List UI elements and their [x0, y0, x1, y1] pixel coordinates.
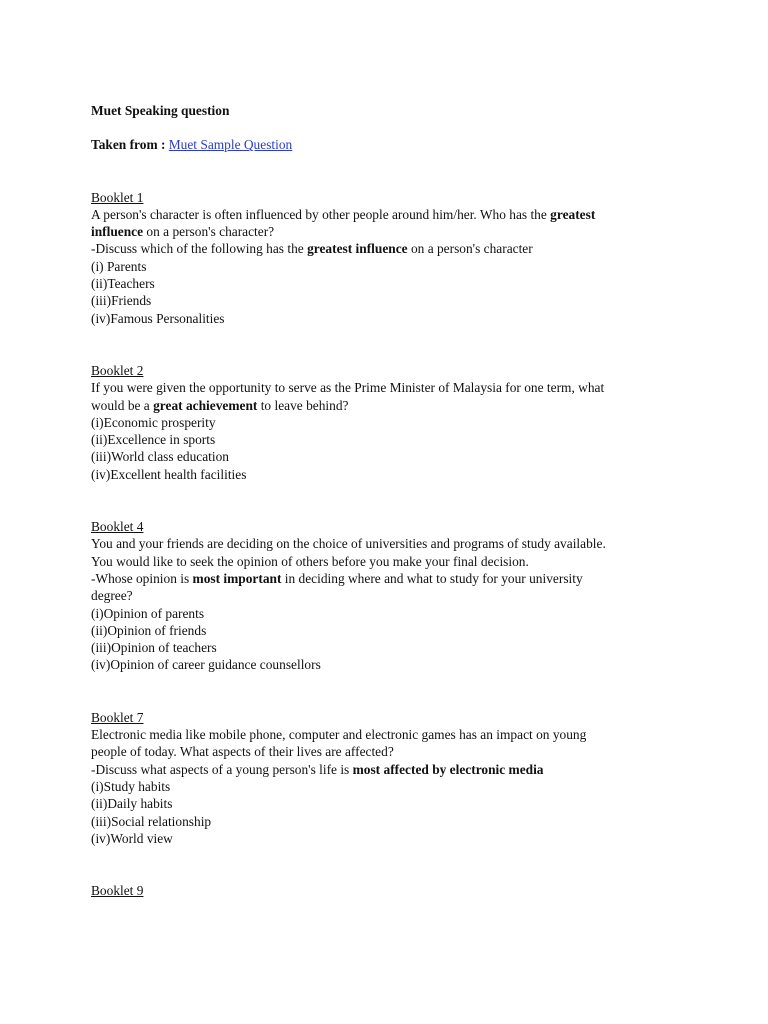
- document-page: [91, 102, 691, 899]
- booklet-heading: Booklet 9: [91, 883, 144, 899]
- booklet-list: [91, 189, 691, 900]
- body-text: (iv)Excellent health facilities: [91, 466, 247, 482]
- booklet-text-line: [91, 448, 691, 465]
- booklet-heading: Booklet 4: [91, 519, 144, 535]
- booklet-text-line: [91, 206, 691, 223]
- emphasis-text: greatest influence: [307, 241, 408, 257]
- body-text: If you were given the opportunity to serve as the Prime Minister of Malaysia for one term, what: [91, 380, 605, 396]
- booklet-text-line: [91, 553, 691, 570]
- body-text: in deciding where and what to study for your university: [281, 570, 583, 586]
- body-text: (i)Opinion of parents: [91, 605, 205, 621]
- body-text: (ii)Excellence in sports: [91, 432, 216, 448]
- booklet-section: [91, 189, 691, 327]
- booklet-heading: Booklet 7: [91, 709, 144, 725]
- emphasis-text: most important: [192, 570, 282, 586]
- booklet-text-line: [91, 258, 691, 275]
- booklet-text-line: [91, 778, 691, 795]
- booklet-text-line: [91, 761, 691, 778]
- body-text: degree?: [91, 588, 133, 604]
- emphasis-text: greatest: [550, 206, 596, 222]
- booklet-text-line: [91, 275, 691, 292]
- body-text: -Whose opinion is: [91, 570, 193, 586]
- source-label: Taken from :: [91, 137, 166, 153]
- booklet-text-line: [91, 813, 691, 830]
- body-text: You and your friends are deciding on the choice of universities and programs of study available.: [91, 536, 606, 552]
- body-text: -Discuss which of the following has the: [91, 241, 308, 257]
- body-text: (ii)Opinion of friends: [91, 622, 207, 638]
- body-text: -Discuss what aspects of a young person's life is: [91, 761, 353, 777]
- body-text: would be a: [91, 397, 154, 413]
- body-text: on a person's character?: [143, 224, 275, 240]
- booklet-section: [91, 882, 691, 899]
- emphasis-text: influence: [91, 224, 144, 240]
- booklet-text-line: [91, 431, 691, 448]
- body-text: (iii)World class education: [91, 449, 229, 465]
- body-text: A person's character is often influenced by other people around him/her. Who has the: [91, 206, 551, 222]
- emphasis-text: most affected by electronic media: [352, 761, 544, 777]
- body-text: (i)Study habits: [91, 778, 171, 794]
- booklet-text-line: [91, 639, 691, 656]
- body-text: Electronic media like mobile phone, computer and electronic games has an impact on young: [91, 727, 587, 743]
- booklet-heading: Booklet 1: [91, 189, 144, 205]
- booklet-text-line: [91, 830, 691, 847]
- document-title: Muet Speaking question: [91, 103, 230, 118]
- body-text: (ii)Teachers: [91, 276, 155, 292]
- body-text: (ii)Daily habits: [91, 796, 173, 812]
- body-text: to leave behind?: [257, 397, 349, 413]
- body-text: (iv)Famous Personalities: [91, 310, 225, 326]
- booklet-text-line: [91, 795, 691, 812]
- booklet-text-line: [91, 240, 691, 257]
- source-line: [91, 136, 691, 153]
- booklet-section: [91, 709, 691, 847]
- booklet-text-line: [91, 414, 691, 431]
- booklet-text-line: [91, 743, 691, 760]
- body-text: (iii)Social relationship: [91, 813, 212, 829]
- emphasis-text: great achievement: [153, 397, 258, 413]
- body-text: (i) Parents: [91, 258, 147, 274]
- booklet-text-line: [91, 379, 691, 396]
- booklet-text-line: [91, 535, 691, 552]
- booklet-text-line: [91, 726, 691, 743]
- booklet-text-line: [91, 570, 691, 587]
- booklet-text-line: [91, 587, 691, 604]
- booklet-text-line: [91, 223, 691, 240]
- body-text: people of today. What aspects of their lives are affected?: [91, 744, 394, 760]
- body-text: (i)Economic prosperity: [91, 414, 216, 430]
- booklet-heading: Booklet 2: [91, 362, 144, 378]
- booklet-text-line: [91, 605, 691, 622]
- booklet-text-line: [91, 622, 691, 639]
- body-text: (iii)Opinion of teachers: [91, 640, 217, 656]
- booklet-text-line: [91, 292, 691, 309]
- body-text: (iii)Friends: [91, 293, 152, 309]
- body-text: You would like to seek the opinion of others before you make your final decision.: [91, 553, 529, 569]
- booklet-text-line: [91, 397, 691, 414]
- body-text: (iv)Opinion of career guidance counsellors: [91, 657, 321, 673]
- booklet-section: [91, 362, 691, 483]
- booklet-text-line: [91, 310, 691, 327]
- booklet-text-line: [91, 656, 691, 673]
- booklet-text-line: [91, 466, 691, 483]
- body-text: (iv)World view: [91, 830, 173, 846]
- body-text: on a person's character: [407, 241, 533, 257]
- source-link[interactable]: Muet Sample Question: [168, 137, 293, 153]
- booklet-section: [91, 518, 691, 674]
